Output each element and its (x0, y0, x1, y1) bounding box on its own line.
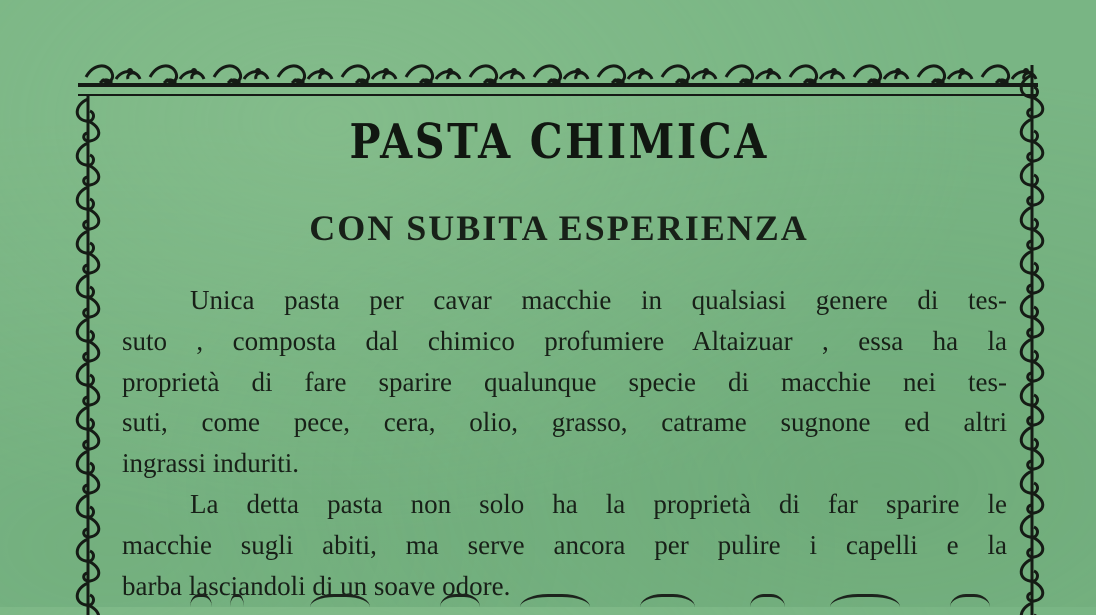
document-title: PASTA CHIMICA (349, 114, 769, 170)
paragraph-line: suto , composta dal chimico profumiere Altaizuar , essa ha la (122, 325, 1007, 356)
ornament-dot (575, 68, 581, 74)
scroll-ornament (214, 66, 268, 83)
ornament-dot (255, 68, 261, 74)
scroll-ornament (854, 66, 908, 83)
scroll-ornament (726, 66, 780, 83)
paragraph-line: barba lasciandoli di un soave odore. (122, 570, 511, 601)
scroll-ornament (150, 66, 204, 83)
ornament-dot (767, 68, 773, 74)
paragraph-1 (122, 280, 1007, 484)
scroll-ornament (86, 66, 140, 83)
cropped-text-line (190, 594, 1010, 607)
scroll-ornament (342, 66, 396, 83)
ornament-dot (511, 68, 517, 74)
scroll-ornament (278, 66, 332, 83)
ornamental-border-left (70, 95, 106, 615)
ornament-dot (383, 68, 389, 74)
scroll-ornament (662, 66, 716, 83)
ornament-dot (703, 68, 709, 74)
scroll-ornament (790, 66, 844, 83)
scroll-ornament (918, 66, 972, 83)
paragraph-line: Unica pasta per cavar macchie in qualsiasi genere di tes- (190, 285, 1007, 315)
ornament-dot (895, 68, 901, 74)
scroll-ornament (534, 66, 588, 83)
paragraph-line: ingrassi induriti. (122, 448, 299, 479)
paragraph-line: La detta pasta non solo ha la proprietà di far sparire le (190, 488, 1007, 519)
scroll-ornament (470, 66, 524, 83)
ornament-dot (959, 68, 965, 74)
ornament-dot (319, 68, 325, 74)
paragraph-line: suti, come pece, cera, olio, grasso, catrame sugnone ed altri (122, 407, 1007, 438)
ornamental-border-top (78, 55, 1038, 103)
paragraph-line: macchie sugli abiti, ma serve ancora per pulire i capelli e la (122, 529, 1007, 560)
scroll-ornament (406, 66, 460, 83)
paragraph-2 (122, 484, 1007, 606)
document-subtitle: CON SUBITA ESPERIENZA (309, 208, 809, 248)
document-body (122, 280, 1007, 606)
ornament-dot (639, 68, 645, 74)
paragraph-line: proprietà di fare sparire qualunque specie di macchie nei tes- (122, 366, 1007, 397)
scroll-ornament (598, 66, 652, 83)
ornament-dot (831, 68, 837, 74)
ornament-dot (191, 68, 197, 74)
ornament-dot (447, 68, 453, 74)
ornament-dot (127, 68, 133, 74)
